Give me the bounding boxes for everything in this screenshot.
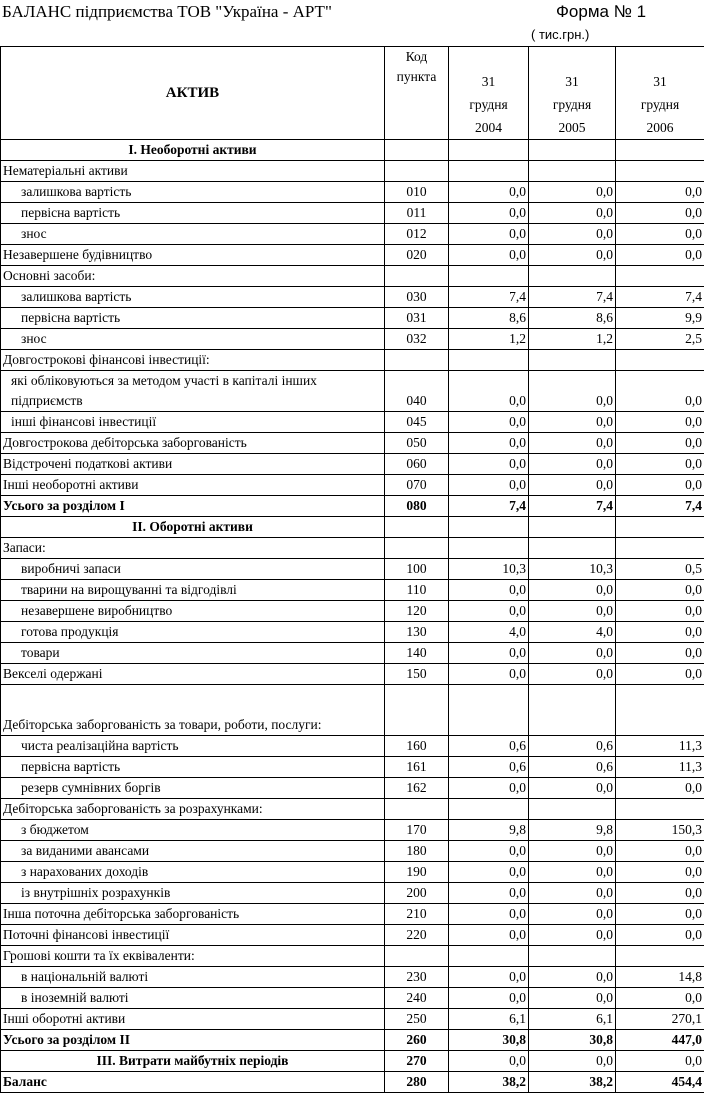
row-code: 012 bbox=[385, 224, 449, 245]
row-value: 2,5 bbox=[616, 329, 704, 350]
row-label: готова продукція bbox=[1, 622, 385, 643]
row-value: 4,0 bbox=[449, 622, 529, 643]
table-row bbox=[1, 329, 704, 350]
row-value bbox=[616, 266, 704, 287]
table-row bbox=[1, 1051, 704, 1072]
row-value: 0,0 bbox=[616, 778, 704, 799]
row-value bbox=[529, 140, 616, 161]
row-value: 11,3 bbox=[616, 736, 704, 757]
row-label: Основні засоби: bbox=[1, 266, 385, 287]
row-label: із внутрішніх розрахунків bbox=[1, 883, 385, 904]
row-code: 040 bbox=[385, 371, 449, 412]
row-value: 38,2 bbox=[529, 1072, 616, 1093]
row-value: 8,6 bbox=[449, 308, 529, 329]
row-value: 0,0 bbox=[616, 245, 704, 266]
row-value: 447,0 bbox=[616, 1030, 704, 1051]
row-value: 0,0 bbox=[449, 182, 529, 203]
row-value: 0,0 bbox=[529, 601, 616, 622]
table-row bbox=[1, 475, 704, 496]
row-value: 0,0 bbox=[449, 778, 529, 799]
row-code: 080 bbox=[385, 496, 449, 517]
table-row bbox=[1, 412, 704, 433]
row-code: 011 bbox=[385, 203, 449, 224]
units-note: ( тис.грн.) bbox=[531, 27, 589, 42]
table-row bbox=[1, 140, 704, 161]
column-header-aktiv: АКТИВ bbox=[1, 47, 385, 140]
table-row bbox=[1, 559, 704, 580]
table-row bbox=[1, 622, 704, 643]
row-code: 180 bbox=[385, 841, 449, 862]
table-row bbox=[1, 778, 704, 799]
row-code: 032 bbox=[385, 329, 449, 350]
row-value: 0,0 bbox=[529, 412, 616, 433]
table-row bbox=[1, 820, 704, 841]
row-label: в національній валюті bbox=[1, 967, 385, 988]
row-code bbox=[385, 161, 449, 182]
row-value: 0,0 bbox=[449, 883, 529, 904]
table-row bbox=[1, 454, 704, 475]
row-value bbox=[529, 799, 616, 820]
row-value: 0,0 bbox=[616, 841, 704, 862]
row-value: 0,0 bbox=[449, 925, 529, 946]
row-value: 7,4 bbox=[616, 496, 704, 517]
column-header-code bbox=[385, 47, 449, 140]
row-label: товари bbox=[1, 643, 385, 664]
table-row bbox=[1, 757, 704, 778]
row-label: в іноземній валюті bbox=[1, 988, 385, 1009]
row-value: 9,8 bbox=[529, 820, 616, 841]
row-value bbox=[616, 538, 704, 559]
header-month: грудня bbox=[553, 97, 591, 112]
row-label: знос bbox=[1, 224, 385, 245]
row-code bbox=[385, 140, 449, 161]
row-value: 0,0 bbox=[529, 925, 616, 946]
header-day: 31 bbox=[565, 74, 579, 89]
row-value: 270,1 bbox=[616, 1009, 704, 1030]
row-value bbox=[449, 685, 529, 736]
table-header-row bbox=[1, 47, 704, 140]
row-label: за виданими авансами bbox=[1, 841, 385, 862]
table-row bbox=[1, 580, 704, 601]
header-day: 31 bbox=[482, 74, 496, 89]
header-day: 31 bbox=[653, 74, 667, 89]
row-code: 240 bbox=[385, 988, 449, 1009]
row-value bbox=[449, 161, 529, 182]
row-value bbox=[449, 140, 529, 161]
row-value bbox=[616, 799, 704, 820]
row-code: 010 bbox=[385, 182, 449, 203]
row-code: 140 bbox=[385, 643, 449, 664]
row-value: 0,0 bbox=[529, 904, 616, 925]
row-value: 0,0 bbox=[616, 475, 704, 496]
row-label: І. Необоротні активи bbox=[1, 140, 385, 161]
table-row bbox=[1, 496, 704, 517]
row-value: 0,0 bbox=[616, 224, 704, 245]
row-value: 0,0 bbox=[529, 778, 616, 799]
row-code: 110 bbox=[385, 580, 449, 601]
row-code: 230 bbox=[385, 967, 449, 988]
table-row bbox=[1, 182, 704, 203]
row-label: первісна вартість bbox=[1, 308, 385, 329]
row-label: чиста реалізаційна вартість bbox=[1, 736, 385, 757]
row-value: 0,0 bbox=[449, 475, 529, 496]
row-label: Усього за розділом ІІ bbox=[1, 1030, 385, 1051]
row-code bbox=[385, 799, 449, 820]
row-label: Баланс bbox=[1, 1072, 385, 1093]
table-row bbox=[1, 883, 704, 904]
row-code: 150 bbox=[385, 664, 449, 685]
row-value: 454,4 bbox=[616, 1072, 704, 1093]
row-value: 0,0 bbox=[449, 412, 529, 433]
row-label: інші фінансові інвестиції bbox=[1, 412, 385, 433]
row-value: 4,0 bbox=[529, 622, 616, 643]
row-code: 030 bbox=[385, 287, 449, 308]
row-value: 0,0 bbox=[616, 883, 704, 904]
row-value bbox=[449, 350, 529, 371]
table-row bbox=[1, 371, 704, 412]
row-code: 160 bbox=[385, 736, 449, 757]
row-label: Інші оборотні активи bbox=[1, 1009, 385, 1030]
row-value: 0,0 bbox=[449, 967, 529, 988]
row-value bbox=[616, 946, 704, 967]
row-value: 0,0 bbox=[616, 433, 704, 454]
document-title: БАЛАНС підприємства ТОВ "Україна - АРТ" bbox=[2, 2, 332, 22]
row-code: 170 bbox=[385, 820, 449, 841]
row-value: 0,0 bbox=[616, 862, 704, 883]
row-value bbox=[616, 140, 704, 161]
row-label: Незавершене будівництво bbox=[1, 245, 385, 266]
row-value: 0,0 bbox=[449, 245, 529, 266]
row-label: Дебіторська заборгованість за товари, роботи, послуги: bbox=[1, 685, 385, 736]
row-value: 0,0 bbox=[449, 862, 529, 883]
table-row bbox=[1, 266, 704, 287]
table-row bbox=[1, 967, 704, 988]
header-year: 2006 bbox=[647, 120, 674, 135]
row-label: з бюджетом bbox=[1, 820, 385, 841]
row-code: 060 bbox=[385, 454, 449, 475]
row-value: 0,0 bbox=[529, 883, 616, 904]
row-label: ІІІ. Витрати майбутніх періодів bbox=[1, 1051, 385, 1072]
row-value: 0,0 bbox=[529, 988, 616, 1009]
row-code: 070 bbox=[385, 475, 449, 496]
row-code bbox=[385, 350, 449, 371]
row-label: Відстрочені податкові активи bbox=[1, 454, 385, 475]
column-header-2005 bbox=[529, 47, 616, 140]
row-label: Усього за розділом І bbox=[1, 496, 385, 517]
table-row bbox=[1, 287, 704, 308]
row-label: Нематеріальні активи bbox=[1, 161, 385, 182]
row-value bbox=[616, 685, 704, 736]
row-value: 0,0 bbox=[529, 371, 616, 412]
row-label: Запаси: bbox=[1, 538, 385, 559]
row-label: ІІ. Оборотні активи bbox=[1, 517, 385, 538]
row-value: 38,2 bbox=[449, 1072, 529, 1093]
row-code: 161 bbox=[385, 757, 449, 778]
table-row bbox=[1, 1030, 704, 1051]
row-value bbox=[449, 538, 529, 559]
row-value: 0,0 bbox=[529, 967, 616, 988]
row-code bbox=[385, 685, 449, 736]
row-value: 0,0 bbox=[616, 622, 704, 643]
row-value: 0,0 bbox=[449, 841, 529, 862]
row-code bbox=[385, 538, 449, 559]
table-row bbox=[1, 161, 704, 182]
row-value: 0,0 bbox=[529, 203, 616, 224]
form-number: Форма № 1 bbox=[556, 2, 646, 22]
row-code bbox=[385, 517, 449, 538]
row-value: 9,8 bbox=[449, 820, 529, 841]
row-code: 120 bbox=[385, 601, 449, 622]
row-value: 11,3 bbox=[616, 757, 704, 778]
row-code: 100 bbox=[385, 559, 449, 580]
row-value: 0,0 bbox=[616, 203, 704, 224]
row-value: 0,0 bbox=[529, 224, 616, 245]
column-header-code-label: Код пункта bbox=[397, 49, 437, 84]
row-code: 220 bbox=[385, 925, 449, 946]
row-value: 0,0 bbox=[529, 245, 616, 266]
row-code: 190 bbox=[385, 862, 449, 883]
row-label: незавершене виробництво bbox=[1, 601, 385, 622]
row-value: 0,0 bbox=[449, 580, 529, 601]
row-code: 200 bbox=[385, 883, 449, 904]
row-value: 0,0 bbox=[616, 925, 704, 946]
table-row bbox=[1, 904, 704, 925]
row-value: 0,0 bbox=[616, 904, 704, 925]
header-year: 2005 bbox=[559, 120, 586, 135]
row-code: 210 bbox=[385, 904, 449, 925]
row-value: 0,0 bbox=[449, 664, 529, 685]
row-label: Поточні фінансові інвестиції bbox=[1, 925, 385, 946]
row-value: 9,9 bbox=[616, 308, 704, 329]
table-row bbox=[1, 538, 704, 559]
row-value: 7,4 bbox=[449, 287, 529, 308]
row-value bbox=[529, 266, 616, 287]
row-label: Грошові кошти та їх еквіваленти: bbox=[1, 946, 385, 967]
header-month: грудня bbox=[641, 97, 679, 112]
row-value bbox=[616, 517, 704, 538]
row-value: 0,5 bbox=[616, 559, 704, 580]
row-value: 0,6 bbox=[449, 736, 529, 757]
row-value: 0,0 bbox=[529, 454, 616, 475]
table-row bbox=[1, 1072, 704, 1093]
row-code: 162 bbox=[385, 778, 449, 799]
table-row bbox=[1, 601, 704, 622]
row-value: 7,4 bbox=[529, 287, 616, 308]
table-body bbox=[1, 140, 704, 1093]
row-label: Інші необоротні активи bbox=[1, 475, 385, 496]
row-label: знос bbox=[1, 329, 385, 350]
row-value: 0,0 bbox=[449, 454, 529, 475]
row-value: 0,0 bbox=[449, 643, 529, 664]
row-value: 0,0 bbox=[449, 904, 529, 925]
table-row bbox=[1, 203, 704, 224]
row-value bbox=[529, 685, 616, 736]
table-row bbox=[1, 308, 704, 329]
row-value: 0,0 bbox=[449, 224, 529, 245]
row-value: 0,0 bbox=[616, 1051, 704, 1072]
row-value: 30,8 bbox=[529, 1030, 616, 1051]
row-code bbox=[385, 266, 449, 287]
table-row bbox=[1, 862, 704, 883]
row-value: 7,4 bbox=[449, 496, 529, 517]
row-value: 0,0 bbox=[449, 433, 529, 454]
table-row bbox=[1, 925, 704, 946]
row-value: 1,2 bbox=[529, 329, 616, 350]
row-value: 0,0 bbox=[616, 580, 704, 601]
row-value bbox=[449, 799, 529, 820]
row-value: 7,4 bbox=[616, 287, 704, 308]
row-code bbox=[385, 946, 449, 967]
row-label: виробничі запаси bbox=[1, 559, 385, 580]
table-row bbox=[1, 517, 704, 538]
row-code: 280 bbox=[385, 1072, 449, 1093]
row-value: 7,4 bbox=[529, 496, 616, 517]
row-value: 0,0 bbox=[529, 664, 616, 685]
table-row bbox=[1, 224, 704, 245]
row-value: 0,0 bbox=[616, 182, 704, 203]
row-code: 270 bbox=[385, 1051, 449, 1072]
row-value bbox=[616, 350, 704, 371]
table-row bbox=[1, 841, 704, 862]
row-label: залишкова вартість bbox=[1, 287, 385, 308]
table-row bbox=[1, 736, 704, 757]
row-value: 0,0 bbox=[616, 988, 704, 1009]
row-value: 0,0 bbox=[529, 580, 616, 601]
column-header-2004 bbox=[449, 47, 529, 140]
row-code: 031 bbox=[385, 308, 449, 329]
row-value: 14,8 bbox=[616, 967, 704, 988]
row-label: Дебіторська заборгованість за розрахунками: bbox=[1, 799, 385, 820]
row-code: 050 bbox=[385, 433, 449, 454]
row-value: 0,6 bbox=[529, 757, 616, 778]
row-value: 0,6 bbox=[529, 736, 616, 757]
balance-sheet-table bbox=[0, 46, 704, 1093]
row-value bbox=[529, 350, 616, 371]
row-value: 0,0 bbox=[449, 203, 529, 224]
row-value bbox=[529, 517, 616, 538]
row-value: 0,0 bbox=[529, 433, 616, 454]
row-value bbox=[449, 266, 529, 287]
table-row bbox=[1, 946, 704, 967]
row-label: Довгострокові фінансові інвестиції: bbox=[1, 350, 385, 371]
row-value bbox=[449, 946, 529, 967]
row-value: 10,3 bbox=[529, 559, 616, 580]
row-value: 0,0 bbox=[529, 475, 616, 496]
header-year: 2004 bbox=[475, 120, 502, 135]
row-value: 0,0 bbox=[449, 371, 529, 412]
row-label: первісна вартість bbox=[1, 203, 385, 224]
table-row bbox=[1, 350, 704, 371]
row-value: 0,0 bbox=[449, 988, 529, 1009]
row-value: 0,0 bbox=[616, 601, 704, 622]
row-code: 130 bbox=[385, 622, 449, 643]
header-month: грудня bbox=[469, 97, 507, 112]
row-value: 150,3 bbox=[616, 820, 704, 841]
row-value bbox=[616, 161, 704, 182]
row-value: 10,3 bbox=[449, 559, 529, 580]
row-value: 6,1 bbox=[449, 1009, 529, 1030]
row-value: 1,2 bbox=[449, 329, 529, 350]
row-value: 6,1 bbox=[529, 1009, 616, 1030]
row-value: 0,0 bbox=[529, 862, 616, 883]
row-code: 020 bbox=[385, 245, 449, 266]
row-value bbox=[449, 517, 529, 538]
row-label: первісна вартість bbox=[1, 757, 385, 778]
row-value: 0,0 bbox=[616, 664, 704, 685]
row-value: 0,0 bbox=[449, 601, 529, 622]
row-value bbox=[529, 161, 616, 182]
column-header-2006 bbox=[616, 47, 704, 140]
row-value: 0,0 bbox=[529, 182, 616, 203]
row-value: 0,0 bbox=[616, 412, 704, 433]
row-label: Довгострокова дебіторська заборгованість bbox=[1, 433, 385, 454]
row-code: 250 bbox=[385, 1009, 449, 1030]
row-value: 0,0 bbox=[529, 1051, 616, 1072]
table-row bbox=[1, 988, 704, 1009]
row-value: 0,6 bbox=[449, 757, 529, 778]
row-value: 0,0 bbox=[616, 371, 704, 412]
table-row bbox=[1, 1009, 704, 1030]
row-value: 0,0 bbox=[529, 643, 616, 664]
row-label: Векселі одержані bbox=[1, 664, 385, 685]
row-code: 260 bbox=[385, 1030, 449, 1051]
row-value: 8,6 bbox=[529, 308, 616, 329]
row-label: залишкова вартість bbox=[1, 182, 385, 203]
row-label: які обліковуються за методом участі в капіталі інших підприємств bbox=[1, 371, 385, 412]
row-value: 0,0 bbox=[529, 841, 616, 862]
row-label: резерв сумнівних боргів bbox=[1, 778, 385, 799]
table-row bbox=[1, 245, 704, 266]
table-row bbox=[1, 685, 704, 736]
table-row bbox=[1, 664, 704, 685]
row-value bbox=[529, 946, 616, 967]
row-label: тварини на вирощуванні та відгодівлі bbox=[1, 580, 385, 601]
table-row bbox=[1, 433, 704, 454]
row-value: 0,0 bbox=[449, 1051, 529, 1072]
row-label: з нарахованих доходів bbox=[1, 862, 385, 883]
row-value: 0,0 bbox=[616, 643, 704, 664]
row-code: 045 bbox=[385, 412, 449, 433]
table-row bbox=[1, 799, 704, 820]
row-value bbox=[529, 538, 616, 559]
row-value: 30,8 bbox=[449, 1030, 529, 1051]
row-label: Інша поточна дебіторська заборгованість bbox=[1, 904, 385, 925]
table-row bbox=[1, 643, 704, 664]
row-value: 0,0 bbox=[616, 454, 704, 475]
